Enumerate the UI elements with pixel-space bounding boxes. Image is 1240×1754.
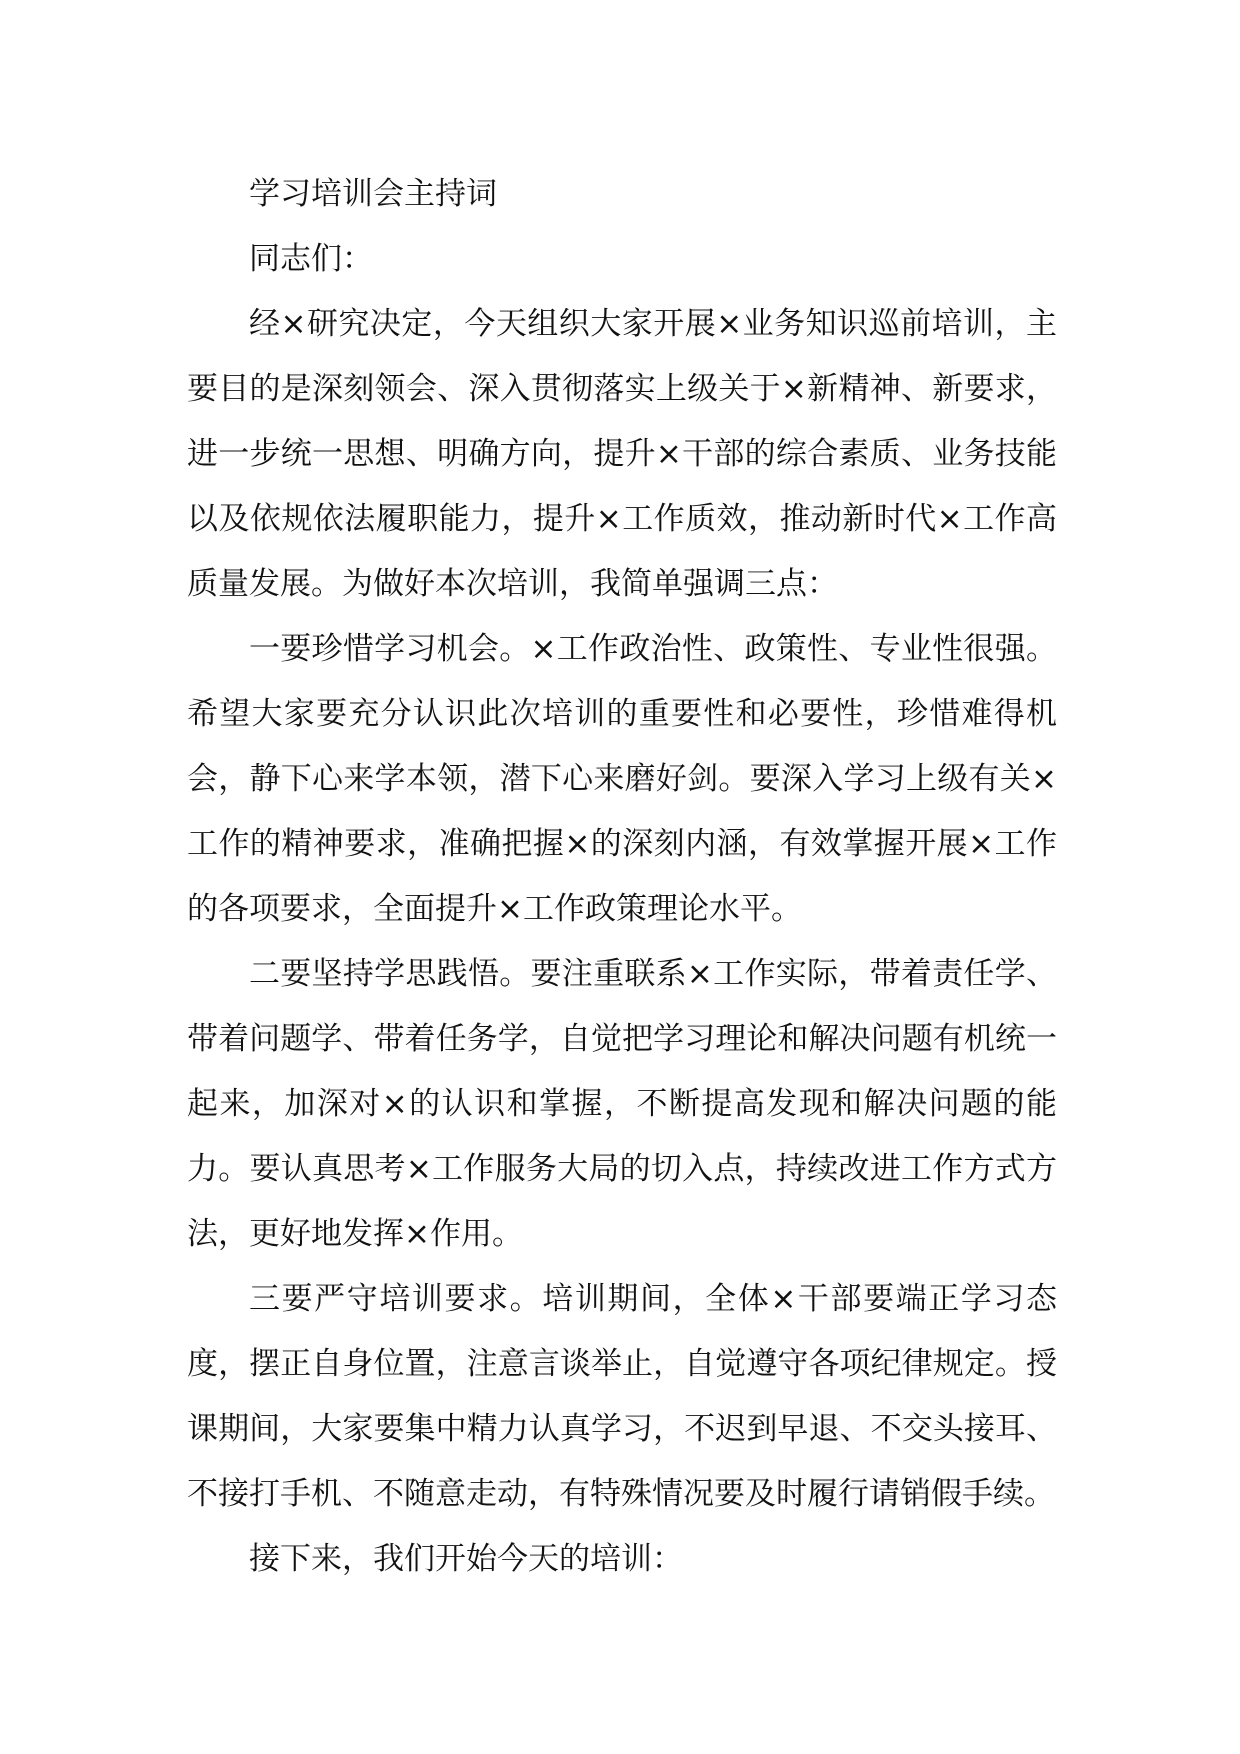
paragraph-intro: 经×研究决定，今天组织大家开展×业务知识巡前培训，主要目的是深刻领会、深入贯彻落实上级关于×新精神、新要求，进一步统一思想、明确方向，提升×干部的综合素质、业务技能以及依规依法履职能力，提升×工作质效，推动新时代×工作高质量发展。为做好本次培训，我简单强调三点： [187, 306, 1057, 602]
paragraph-point-two: 二要坚持学思践悟。要注重联系×工作实际，带着责任学、带着问题学、带着任务学，自觉把学习理论和解决问题有机统一起来，加深对×的认识和掌握，不断提高发现和解决问题的能力。要认真思考×工作服务大局的切入点，持续改进工作方式方法，更好地发挥×作用。 [187, 956, 1057, 1252]
salutation: 同志们： [249, 241, 373, 277]
paragraph-point-one: 一要珍惜学习机会。×工作政治性、政策性、专业性很强。希望大家要充分认识此次培训的重要性和必要性，珍惜难得机会，静下心来学本领，潜下心来磨好剑。要深入学习上级有关×工作的精神要求，准确把握×的深刻内涵，有效掌握开展×工作的各项要求，全面提升×工作政策理论水平。 [187, 631, 1057, 927]
paragraph-point-three: 三要严守培训要求。培训期间，全体×干部要端正学习态度，摆正自身位置，注意言谈举止，自觉遵守各项纪律规定。授课期间，大家要集中精力认真学习，不迟到早退、不交头接耳、不接打手机、不随意走动，有特殊情况要及时履行请销假手续。 [187, 1281, 1057, 1512]
document-body [187, 162, 1057, 1592]
paragraph-closing: 接下来，我们开始今天的培训： [249, 1541, 683, 1577]
document-title: 学习培训会主持词 [249, 176, 497, 212]
